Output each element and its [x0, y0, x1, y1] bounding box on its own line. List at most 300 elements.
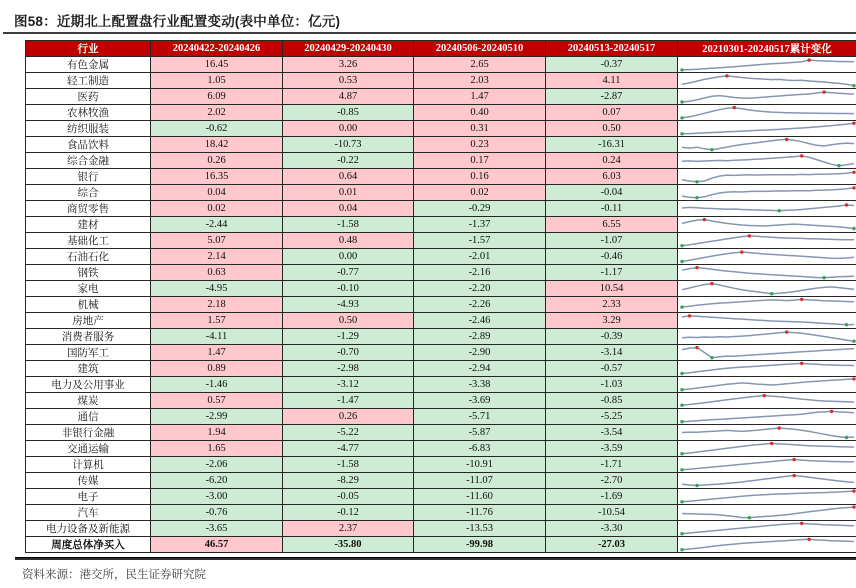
industry-cell: 房地产 [26, 313, 151, 329]
min-dot [748, 516, 751, 519]
table-row [26, 425, 856, 441]
min-dot [680, 404, 683, 407]
min-dot [680, 452, 683, 455]
max-dot [770, 442, 773, 445]
table-row [26, 57, 856, 73]
sparkline-cell [678, 393, 856, 409]
value-cell: -2.90 [414, 345, 546, 361]
max-dot [725, 74, 728, 77]
value-cell: 16.35 [151, 169, 283, 185]
sparkline-chart [680, 137, 856, 152]
table-row [26, 441, 856, 457]
industry-cell: 国防军工 [26, 345, 151, 361]
table-row [26, 233, 856, 249]
sparkline-chart [680, 105, 856, 120]
table-row [26, 313, 856, 329]
sparkline-cell [678, 105, 856, 121]
value-cell: 0.50 [283, 313, 414, 329]
max-dot [778, 426, 781, 429]
column-header: 20240422-20240426 [151, 41, 283, 57]
sparkline-chart [680, 425, 856, 440]
sparkline-path [682, 379, 854, 390]
sparkline-cell [678, 297, 856, 313]
industry-cell: 电力设备及新能源 [26, 521, 151, 537]
value-cell: 1.05 [151, 73, 283, 89]
min-dot [680, 305, 683, 308]
sparkline-cell [678, 345, 856, 361]
value-cell: 5.07 [151, 233, 283, 249]
industry-cell: 通信 [26, 409, 151, 425]
value-cell: -2.87 [546, 89, 678, 105]
value-cell: -6.20 [151, 473, 283, 489]
value-cell: -3.65 [151, 521, 283, 537]
value-cell: -11.76 [414, 505, 546, 521]
industry-cell: 基础化工 [26, 233, 151, 249]
industry-cell: 周度总体净买入 [26, 537, 151, 553]
value-cell: 0.48 [283, 233, 414, 249]
industry-cell: 交通运输 [26, 441, 151, 457]
sparkline-cell [678, 57, 856, 73]
table-row [26, 361, 856, 377]
sparkline-path [682, 539, 854, 549]
value-cell: -0.76 [151, 505, 283, 521]
sparkline-path [682, 363, 854, 373]
sparkline-cell [678, 265, 856, 281]
value-cell: 0.57 [151, 393, 283, 409]
value-cell: 0.64 [283, 169, 414, 185]
value-cell: -3.00 [151, 489, 283, 505]
sparkline-path [682, 507, 854, 518]
value-cell: 6.09 [151, 89, 283, 105]
min-dot [852, 84, 855, 87]
max-dot [807, 538, 810, 541]
sparkline-path [682, 476, 854, 486]
table-row [26, 73, 856, 89]
value-cell: -0.57 [546, 361, 678, 377]
column-header: 20240513-20240517 [546, 41, 678, 57]
value-cell: 6.55 [546, 217, 678, 233]
source-note: 资料来源：港交所，民生证券研究院 [22, 569, 206, 581]
value-cell: 1.47 [151, 345, 283, 361]
industry-cell: 农林牧渔 [26, 105, 151, 121]
bottom-rule [15, 557, 856, 560]
sparkline-chart [680, 409, 856, 424]
industry-cell: 煤炭 [26, 393, 151, 409]
value-cell: 0.24 [546, 153, 678, 169]
sparkline-path [682, 92, 854, 102]
min-dot [680, 468, 683, 471]
column-header: 行业 [26, 41, 151, 57]
value-cell: -2.44 [151, 217, 283, 233]
sparkline-path [682, 205, 854, 211]
value-cell: -99.98 [414, 537, 546, 553]
value-cell: -35.80 [283, 537, 414, 553]
min-dot [822, 276, 825, 279]
industry-cell: 汽车 [26, 505, 151, 521]
industry-cell: 纺织服装 [26, 121, 151, 137]
value-cell: -3.30 [546, 521, 678, 537]
value-cell: 0.00 [283, 249, 414, 265]
value-cell: 0.04 [151, 185, 283, 201]
sparkline-chart [680, 121, 856, 136]
max-dot [688, 314, 691, 317]
value-cell: 0.07 [546, 105, 678, 121]
title-underline [3, 32, 856, 34]
value-cell: -0.22 [283, 153, 414, 169]
industry-cell: 机械 [26, 297, 151, 313]
max-dot [852, 186, 855, 189]
value-cell: 0.02 [414, 185, 546, 201]
value-cell: 0.16 [414, 169, 546, 185]
value-cell: -5.22 [283, 425, 414, 441]
max-dot [785, 138, 788, 141]
table-row [26, 153, 856, 169]
sparkline-cell [678, 137, 856, 153]
min-dot [778, 209, 781, 212]
value-cell: -0.85 [283, 105, 414, 121]
sparkline-cell [678, 377, 856, 393]
value-cell: 3.29 [546, 313, 678, 329]
sparkline-path [682, 188, 854, 198]
value-cell: -5.87 [414, 425, 546, 441]
value-cell: -1.69 [546, 489, 678, 505]
header-row [26, 41, 856, 57]
industry-cell: 计算机 [26, 457, 151, 473]
column-header: 20210301-20240517累计变化 [678, 41, 856, 57]
sparkline-chart [680, 153, 856, 168]
sparkline-chart [680, 185, 856, 200]
min-dot [680, 500, 683, 503]
value-cell: -2.46 [414, 313, 546, 329]
sparkline-cell [678, 521, 856, 537]
value-cell: -1.17 [546, 265, 678, 281]
max-dot [710, 282, 713, 285]
value-cell: -8.29 [283, 473, 414, 489]
sparkline-path [682, 60, 854, 70]
sparkline-chart [680, 313, 856, 328]
min-dot [695, 484, 698, 487]
value-cell: 0.17 [414, 153, 546, 169]
min-dot [680, 372, 683, 375]
industry-cell: 非银行金融 [26, 425, 151, 441]
value-cell: 10.54 [546, 281, 678, 297]
value-cell: -1.37 [414, 217, 546, 233]
value-cell: 0.01 [283, 185, 414, 201]
sparkline-cell [678, 329, 856, 345]
sparkline-chart [680, 249, 856, 264]
value-cell: -1.46 [151, 377, 283, 393]
min-dot [680, 116, 683, 119]
industry-cell: 商贸零售 [26, 201, 151, 217]
table-row [26, 169, 856, 185]
sparkline-chart [680, 73, 856, 88]
figure-title: 图58：近期北上配置盘行业配置变动(表中单位：亿元) [14, 14, 341, 29]
max-dot [852, 489, 855, 492]
value-cell: 16.45 [151, 57, 283, 73]
value-cell: 2.18 [151, 297, 283, 313]
value-cell: -3.54 [546, 425, 678, 441]
max-dot [800, 298, 803, 301]
max-dot [822, 90, 825, 93]
table-row [26, 281, 856, 297]
value-cell: 2.03 [414, 73, 546, 89]
sparkline-chart [680, 329, 856, 344]
value-cell: 2.65 [414, 57, 546, 73]
max-dot [763, 394, 766, 397]
value-cell: -3.59 [546, 441, 678, 457]
sparkline-chart [680, 217, 856, 232]
value-cell: -2.98 [283, 361, 414, 377]
sparkline-cell [678, 201, 856, 217]
min-dot [770, 292, 773, 295]
industry-cell: 综合金融 [26, 153, 151, 169]
value-cell: 0.50 [546, 121, 678, 137]
sparkline-path [682, 491, 854, 502]
sparkline-chart [680, 201, 856, 216]
industry-cell: 综合 [26, 185, 151, 201]
industry-cell: 电子 [26, 489, 151, 505]
sparkline-path [682, 108, 854, 118]
max-dot [800, 362, 803, 365]
sparkline-chart [680, 457, 856, 472]
value-cell: -16.31 [546, 137, 678, 153]
value-cell: -0.70 [283, 345, 414, 361]
table-row [26, 105, 856, 121]
industry-flow-table [25, 40, 856, 553]
sparkline-chart [680, 521, 856, 536]
industry-cell: 传媒 [26, 473, 151, 489]
value-cell: -3.69 [414, 393, 546, 409]
value-cell: -0.10 [283, 281, 414, 297]
min-dot [695, 180, 698, 183]
min-dot [680, 260, 683, 263]
sparkline-chart [680, 393, 856, 408]
value-cell: 1.65 [151, 441, 283, 457]
value-cell: -4.77 [283, 441, 414, 457]
value-cell: -2.94 [414, 361, 546, 377]
max-dot [703, 218, 706, 221]
sparkline-cell [678, 457, 856, 473]
value-cell: -2.06 [151, 457, 283, 473]
value-cell: 0.26 [283, 409, 414, 425]
value-cell: -11.07 [414, 473, 546, 489]
industry-cell: 建筑 [26, 361, 151, 377]
table-row [26, 265, 856, 281]
value-cell: -2.20 [414, 281, 546, 297]
value-cell: -2.89 [414, 329, 546, 345]
value-cell: -0.46 [546, 249, 678, 265]
sparkline-cell [678, 121, 856, 137]
value-cell: -0.77 [283, 265, 414, 281]
value-cell: -2.99 [151, 409, 283, 425]
min-dot [680, 100, 683, 103]
value-cell: 1.94 [151, 425, 283, 441]
value-cell: -0.05 [283, 489, 414, 505]
value-cell: -0.29 [414, 201, 546, 217]
max-dot [733, 106, 736, 109]
table-row [26, 473, 856, 489]
max-dot [852, 505, 855, 508]
value-cell: 0.89 [151, 361, 283, 377]
sparkline-cell [678, 361, 856, 377]
table-row [26, 201, 856, 217]
sparkline-cell [678, 313, 856, 329]
value-cell: -0.85 [546, 393, 678, 409]
value-cell: -0.12 [283, 505, 414, 521]
value-cell: -1.58 [283, 457, 414, 473]
value-cell: 2.02 [151, 105, 283, 121]
sparkline-cell [678, 537, 856, 553]
sparkline-path [682, 252, 854, 261]
value-cell: -27.03 [546, 537, 678, 553]
table-row [26, 489, 856, 505]
value-cell: -1.71 [546, 457, 678, 473]
sparkline-chart [680, 489, 856, 504]
table-row [26, 409, 856, 425]
sparkline-cell [678, 185, 856, 201]
value-cell: -0.39 [546, 329, 678, 345]
sparkline-chart [680, 297, 856, 312]
value-cell: -3.14 [546, 345, 678, 361]
sparkline-path [682, 428, 854, 437]
sparkline-path [682, 396, 854, 406]
max-dot [807, 58, 810, 61]
table-row [26, 329, 856, 345]
value-cell: -0.11 [546, 201, 678, 217]
sparkline-path [682, 139, 854, 149]
sparkline-path [682, 443, 854, 453]
sparkline-path [682, 316, 854, 325]
sparkline-cell [678, 249, 856, 265]
value-cell: 0.63 [151, 265, 283, 281]
max-dot [695, 266, 698, 269]
value-cell: -4.95 [151, 281, 283, 297]
max-dot [695, 346, 698, 349]
sparkline-chart [680, 537, 856, 552]
value-cell: 3.26 [283, 57, 414, 73]
max-dot [748, 234, 751, 237]
min-dot [680, 532, 683, 535]
value-cell: -0.37 [546, 57, 678, 73]
value-cell: -1.58 [283, 217, 414, 233]
industry-cell: 建材 [26, 217, 151, 233]
industry-cell: 石油石化 [26, 249, 151, 265]
max-dot [793, 474, 796, 477]
column-header: 20240429-20240430 [283, 41, 414, 57]
sparkline-cell [678, 425, 856, 441]
value-cell: 2.33 [546, 297, 678, 313]
value-cell: -1.07 [546, 233, 678, 249]
max-dot [800, 522, 803, 525]
value-cell: 18.42 [151, 137, 283, 153]
sparkline-path [682, 460, 854, 470]
table-row [26, 345, 856, 361]
value-cell: -10.73 [283, 137, 414, 153]
table-row [26, 521, 856, 537]
value-cell: -1.29 [283, 329, 414, 345]
value-cell: -5.25 [546, 409, 678, 425]
value-cell: -4.11 [151, 329, 283, 345]
sparkline-path [682, 156, 854, 166]
sparkline-chart [680, 265, 856, 280]
min-dot [680, 68, 683, 71]
value-cell: -2.01 [414, 249, 546, 265]
max-dot [852, 377, 855, 380]
industry-cell: 轻工制造 [26, 73, 151, 89]
sparkline-cell [678, 473, 856, 489]
sparkline-cell [678, 169, 856, 185]
value-cell: -1.57 [414, 233, 546, 249]
total-row [26, 537, 856, 553]
industry-cell: 钢铁 [26, 265, 151, 281]
min-dot [845, 436, 848, 439]
sparkline-path [682, 172, 854, 182]
value-cell: 0.53 [283, 73, 414, 89]
column-header: 20240506-20240510 [414, 41, 546, 57]
sparkline-cell [678, 233, 856, 249]
sparkline-path [682, 332, 854, 341]
sparkline-chart [680, 57, 856, 72]
max-dot [852, 122, 855, 125]
value-cell: 0.31 [414, 121, 546, 137]
min-dot [695, 196, 698, 199]
sparkline-path [682, 76, 854, 86]
table-row [26, 121, 856, 137]
value-cell: -13.53 [414, 521, 546, 537]
sparkline-chart [680, 169, 856, 184]
value-cell: 1.57 [151, 313, 283, 329]
sparkline-path [682, 284, 854, 294]
value-cell: 2.14 [151, 249, 283, 265]
value-cell: -4.93 [283, 297, 414, 313]
value-cell: -6.83 [414, 441, 546, 457]
value-cell: -0.62 [151, 121, 283, 137]
min-dot [710, 148, 713, 151]
sparkline-chart [680, 473, 856, 488]
value-cell: -1.03 [546, 377, 678, 393]
sparkline-chart [680, 361, 856, 376]
max-dot [800, 154, 803, 157]
sparkline-path [682, 523, 854, 533]
value-cell: -5.71 [414, 409, 546, 425]
table-row [26, 217, 856, 233]
min-dot [680, 388, 683, 391]
value-cell: 6.03 [546, 169, 678, 185]
sparkline-path [682, 411, 854, 421]
max-dot [852, 171, 855, 174]
sparkline-path [682, 236, 854, 246]
min-dot [837, 164, 840, 167]
max-dot [740, 250, 743, 253]
sparkline-cell [678, 441, 856, 457]
table-row [26, 249, 856, 265]
industry-cell: 家电 [26, 281, 151, 297]
table-row [26, 89, 856, 105]
value-cell: 0.00 [283, 121, 414, 137]
sparkline-path [682, 348, 854, 358]
sparkline-chart [680, 89, 856, 104]
value-cell: -2.16 [414, 265, 546, 281]
sparkline-chart [680, 233, 856, 248]
industry-cell: 食品饮料 [26, 137, 151, 153]
sparkline-cell [678, 489, 856, 505]
sparkline-chart [680, 345, 856, 360]
value-cell: 4.11 [546, 73, 678, 89]
sparkline-path [682, 268, 854, 278]
value-cell: -1.47 [283, 393, 414, 409]
sparkline-path [682, 123, 854, 134]
min-dot [680, 132, 683, 135]
